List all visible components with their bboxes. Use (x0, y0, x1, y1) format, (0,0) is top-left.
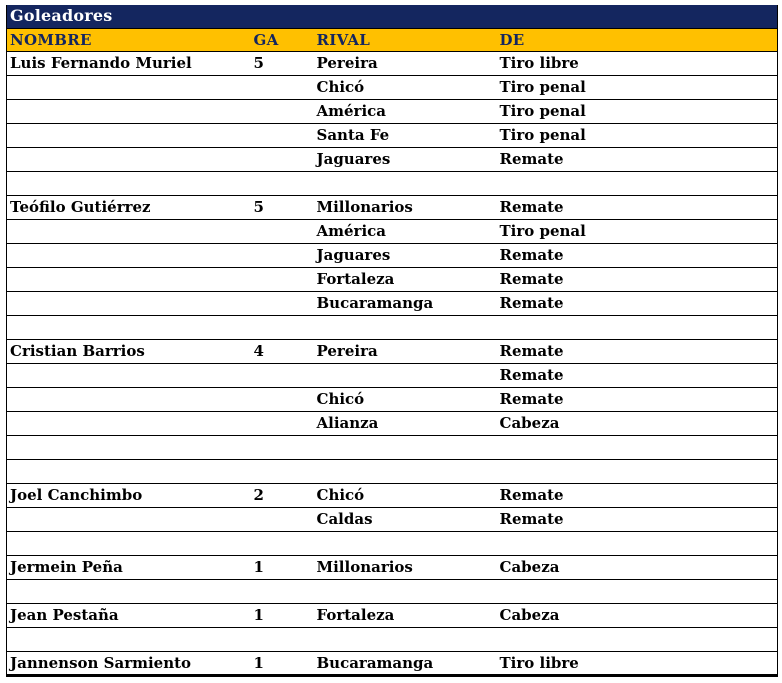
table-row (7, 291, 778, 315)
cell-de[interactable]: Cabeza (491, 603, 778, 627)
cell-ga[interactable] (246, 363, 311, 387)
cell-nombre[interactable] (7, 267, 246, 291)
cell-rival[interactable] (311, 363, 491, 387)
cell-ga[interactable] (246, 531, 311, 555)
column-header-de[interactable]: DE (491, 28, 778, 51)
cell-rival[interactable]: Pereira (311, 339, 491, 363)
cell-rival[interactable]: Bucaramanga (311, 291, 491, 315)
cell-nombre[interactable] (7, 99, 246, 123)
table-row (7, 315, 778, 339)
table-row (7, 363, 778, 387)
cell-nombre[interactable]: Joel Canchimbo (7, 483, 246, 507)
cell-rival[interactable]: Millonarios (311, 555, 491, 579)
cell-de[interactable]: Tiro penal (491, 123, 778, 147)
goleadores-table (6, 5, 778, 677)
cell-rival[interactable]: Pereira (311, 51, 491, 75)
cell-nombre[interactable] (7, 75, 246, 99)
cell-de[interactable] (491, 315, 778, 339)
cell-rival[interactable] (311, 171, 491, 195)
cell-ga[interactable] (246, 147, 311, 171)
column-header-rival[interactable]: RIVAL (311, 28, 491, 51)
cell-ga[interactable]: 1 (246, 603, 311, 627)
cell-nombre[interactable] (7, 531, 246, 555)
table-row (7, 555, 778, 579)
cell-rival[interactable]: Chicó (311, 75, 491, 99)
cell-ga[interactable] (246, 123, 311, 147)
cell-ga[interactable]: 1 (246, 651, 311, 675)
table-row (7, 651, 778, 675)
cell-rival[interactable]: Chicó (311, 387, 491, 411)
cell-rival[interactable] (311, 435, 491, 459)
cell-de[interactable]: Remate (491, 243, 778, 267)
cell-nombre[interactable] (7, 459, 246, 483)
cell-rival[interactable]: Fortaleza (311, 603, 491, 627)
column-header-ga[interactable]: GA (246, 28, 311, 51)
cell-de[interactable]: Tiro penal (491, 99, 778, 123)
column-header-row (7, 28, 778, 51)
cell-rival[interactable]: Jaguares (311, 147, 491, 171)
cell-de[interactable]: Remate (491, 339, 778, 363)
cell-rival[interactable] (311, 459, 491, 483)
table-row (7, 123, 778, 147)
cell-rival[interactable] (311, 579, 491, 603)
cell-de[interactable]: Tiro penal (491, 75, 778, 99)
goleadores-sheet (6, 5, 778, 677)
cell-nombre[interactable] (7, 243, 246, 267)
cell-de[interactable] (491, 435, 778, 459)
cell-ga[interactable] (246, 627, 311, 651)
cell-ga[interactable] (246, 219, 311, 243)
cell-rival[interactable]: Santa Fe (311, 123, 491, 147)
cell-de[interactable]: Tiro penal (491, 219, 778, 243)
table-row (7, 147, 778, 171)
cell-de[interactable]: Remate (491, 483, 778, 507)
cell-de[interactable]: Remate (491, 363, 778, 387)
cell-nombre[interactable] (7, 387, 246, 411)
cell-nombre[interactable] (7, 219, 246, 243)
cell-ga[interactable] (246, 291, 311, 315)
cell-de[interactable]: Remate (491, 291, 778, 315)
cell-ga[interactable]: 2 (246, 483, 311, 507)
cell-de[interactable]: Remate (491, 507, 778, 531)
cell-rival[interactable]: Fortaleza (311, 267, 491, 291)
cell-rival[interactable] (311, 531, 491, 555)
cell-ga[interactable] (246, 267, 311, 291)
cell-de[interactable]: Remate (491, 195, 778, 219)
cell-rival[interactable]: Alianza (311, 411, 491, 435)
table-row (7, 171, 778, 195)
cell-ga[interactable]: 1 (246, 555, 311, 579)
table-row (7, 531, 778, 555)
cell-de[interactable] (491, 579, 778, 603)
table-row (7, 507, 778, 531)
cell-nombre[interactable] (7, 291, 246, 315)
cell-ga[interactable]: 4 (246, 339, 311, 363)
table-row (7, 267, 778, 291)
cell-nombre[interactable]: Cristian Barrios (7, 339, 246, 363)
cell-de[interactable] (491, 171, 778, 195)
cell-de[interactable]: Cabeza (491, 411, 778, 435)
table-row (7, 219, 778, 243)
cell-nombre[interactable] (7, 627, 246, 651)
table-row (7, 99, 778, 123)
table-row (7, 627, 778, 651)
cell-nombre[interactable] (7, 315, 246, 339)
cell-nombre[interactable]: Teófilo Gutiérrez (7, 195, 246, 219)
cell-rival[interactable]: Bucaramanga (311, 651, 491, 675)
cell-rival[interactable]: América (311, 99, 491, 123)
cell-ga[interactable] (246, 171, 311, 195)
cell-rival[interactable]: Jaguares (311, 243, 491, 267)
cell-ga[interactable]: 5 (246, 51, 311, 75)
table-row (7, 51, 778, 75)
cell-de[interactable]: Tiro libre (491, 651, 778, 675)
cell-de[interactable]: Remate (491, 147, 778, 171)
cell-de[interactable]: Remate (491, 387, 778, 411)
cell-nombre[interactable]: Jean Pestaña (7, 603, 246, 627)
cell-nombre[interactable] (7, 363, 246, 387)
cell-ga[interactable] (246, 507, 311, 531)
cell-de[interactable]: Cabeza (491, 555, 778, 579)
cell-nombre[interactable] (7, 123, 246, 147)
cell-ga[interactable] (246, 315, 311, 339)
table-row (7, 387, 778, 411)
cell-nombre[interactable] (7, 411, 246, 435)
column-header-nombre[interactable]: NOMBRE (7, 28, 246, 51)
cell-ga[interactable] (246, 99, 311, 123)
cell-de[interactable]: Remate (491, 267, 778, 291)
table-row (7, 411, 778, 435)
table-row (7, 459, 778, 483)
cell-ga[interactable] (246, 411, 311, 435)
cell-rival[interactable]: Millonarios (311, 195, 491, 219)
title-row (7, 5, 778, 28)
cell-nombre[interactable]: Jannenson Sarmiento (7, 651, 246, 675)
table-row (7, 195, 778, 219)
table-row (7, 339, 778, 363)
cell-ga[interactable] (246, 579, 311, 603)
table-row (7, 603, 778, 627)
cell-ga[interactable] (246, 243, 311, 267)
cell-nombre[interactable]: Jermein Peña (7, 555, 246, 579)
cell-de[interactable]: Tiro libre (491, 51, 778, 75)
cell-rival[interactable] (311, 315, 491, 339)
cell-rival[interactable]: Chicó (311, 483, 491, 507)
cell-ga[interactable] (246, 435, 311, 459)
cell-rival[interactable]: Caldas (311, 507, 491, 531)
cell-ga[interactable] (246, 387, 311, 411)
cell-ga[interactable]: 5 (246, 195, 311, 219)
cell-de[interactable] (491, 531, 778, 555)
cell-nombre[interactable] (7, 507, 246, 531)
table-row (7, 75, 778, 99)
cell-nombre[interactable] (7, 171, 246, 195)
cell-nombre[interactable] (7, 435, 246, 459)
cell-ga[interactable] (246, 459, 311, 483)
table-row (7, 483, 778, 507)
table-row (7, 435, 778, 459)
cell-ga[interactable] (246, 75, 311, 99)
table-title-cell[interactable]: Goleadores (7, 5, 778, 28)
cell-de[interactable] (491, 627, 778, 651)
cell-nombre[interactable]: Luis Fernando Muriel (7, 51, 246, 75)
table-row (7, 579, 778, 603)
table-row (7, 243, 778, 267)
cell-nombre[interactable] (7, 579, 246, 603)
cell-de[interactable] (491, 459, 778, 483)
cell-rival[interactable] (311, 627, 491, 651)
table-body (7, 51, 778, 675)
cell-rival[interactable]: América (311, 219, 491, 243)
cell-nombre[interactable] (7, 147, 246, 171)
